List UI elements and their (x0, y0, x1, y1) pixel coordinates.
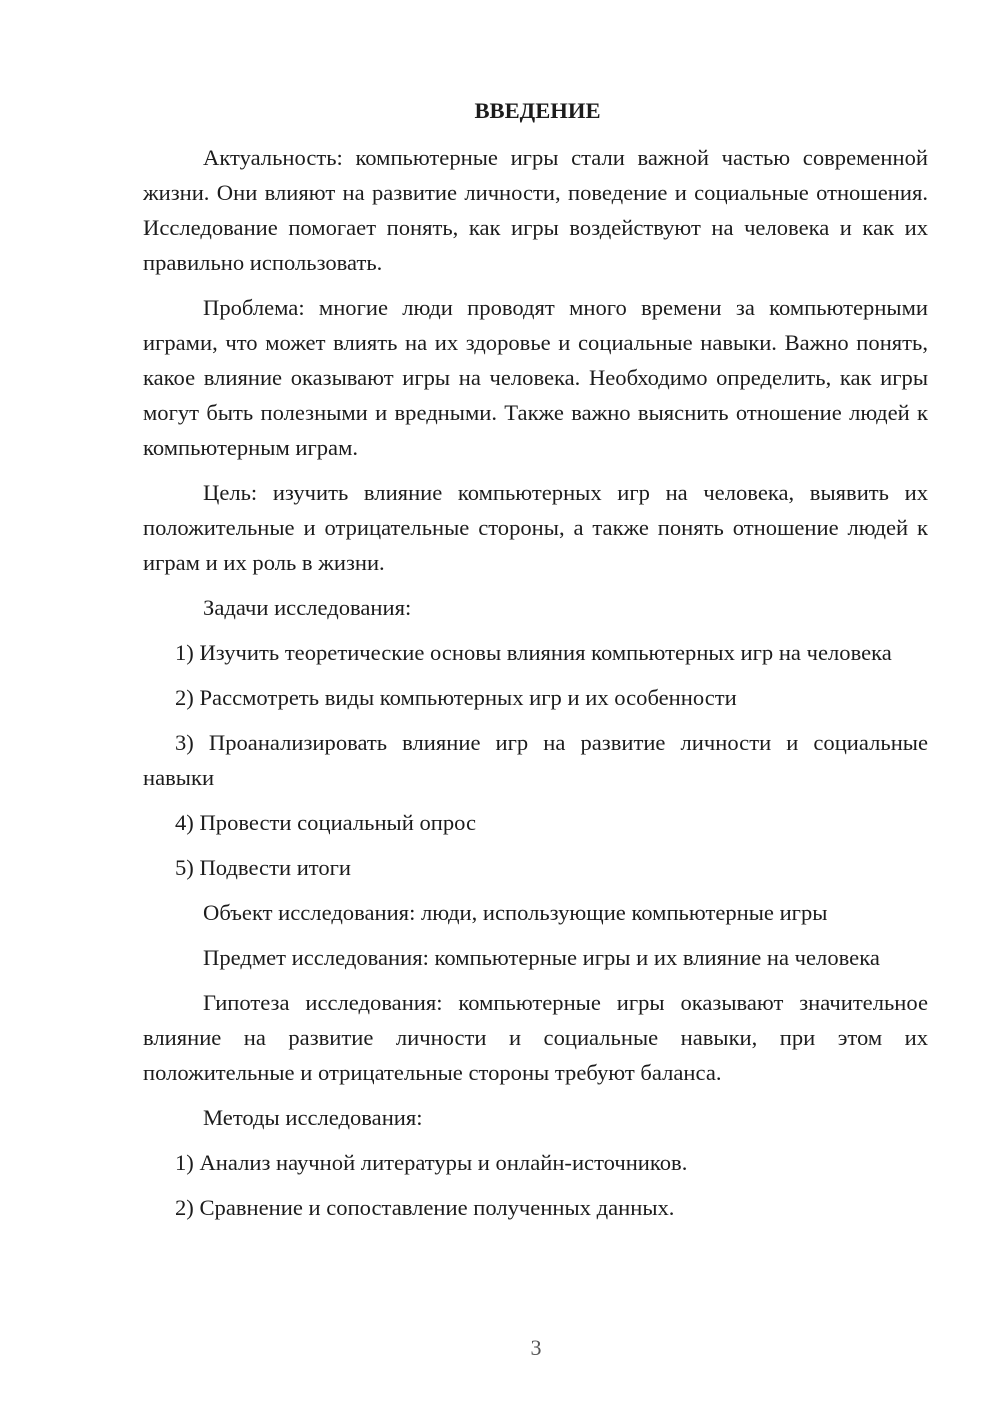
page-content (143, 96, 928, 1235)
paragraph-problem: Проблема: многие люди проводят много времени за компьютерными играми, что может влиять на их здоровье и социальные навыки. Важно понять, какое влияние оказывают игры на человека. Необходимо определить, как игры могут быть полезными и вредными. Также важно выяснить отношение людей к компьютерным играм. (143, 295, 928, 460)
page-title: ВВЕДЕНИЕ (474, 98, 601, 123)
page-number: 3 (530, 1335, 542, 1360)
task-item-3: 3) Проанализировать влияние игр на развитие личности и социальные навыки (143, 730, 928, 790)
paragraph-goal: Цель: изучить влияние компьютерных игр на человека, выявить их положительные и отрицательные стороны, а также понять отношение людей к играм и их роль в жизни. (143, 480, 928, 575)
method-item-2: 2) Сравнение и сопоставление полученных данных. (175, 1195, 675, 1220)
paragraph-subject: Предмет исследования: компьютерные игры и их влияние на человека (203, 945, 880, 970)
paragraph-object: Объект исследования: люди, использующие компьютерные игры (203, 900, 828, 925)
task-item-5: 5) Подвести итоги (175, 855, 352, 880)
task-item-1: 1) Изучить теоретические основы влияния компьютерных игр на человека (175, 640, 892, 665)
method-item-1: 1) Анализ научной литературы и онлайн-источников. (175, 1150, 688, 1175)
task-item-4: 4) Провести социальный опрос (175, 810, 477, 835)
tasks-heading: Задачи исследования: (203, 595, 412, 620)
paragraph-hypothesis: Гипотеза исследования: компьютерные игры оказывают значительное влияние на развитие личности и социальные навыки, при этом их положительные и отрицательные стороны требуют баланса. (143, 990, 928, 1085)
paragraph-relevance: Актуальность: компьютерные игры стали важной частью современной жизни. Они влияют на развитие личности, поведение и социальные отношения. Исследование помогает понять, как игры воздействуют на человека и как их правильно использовать. (143, 145, 928, 275)
task-item-2: 2) Рассмотреть виды компьютерных игр и их особенности (175, 685, 737, 710)
methods-heading: Методы исследования: (203, 1105, 423, 1130)
